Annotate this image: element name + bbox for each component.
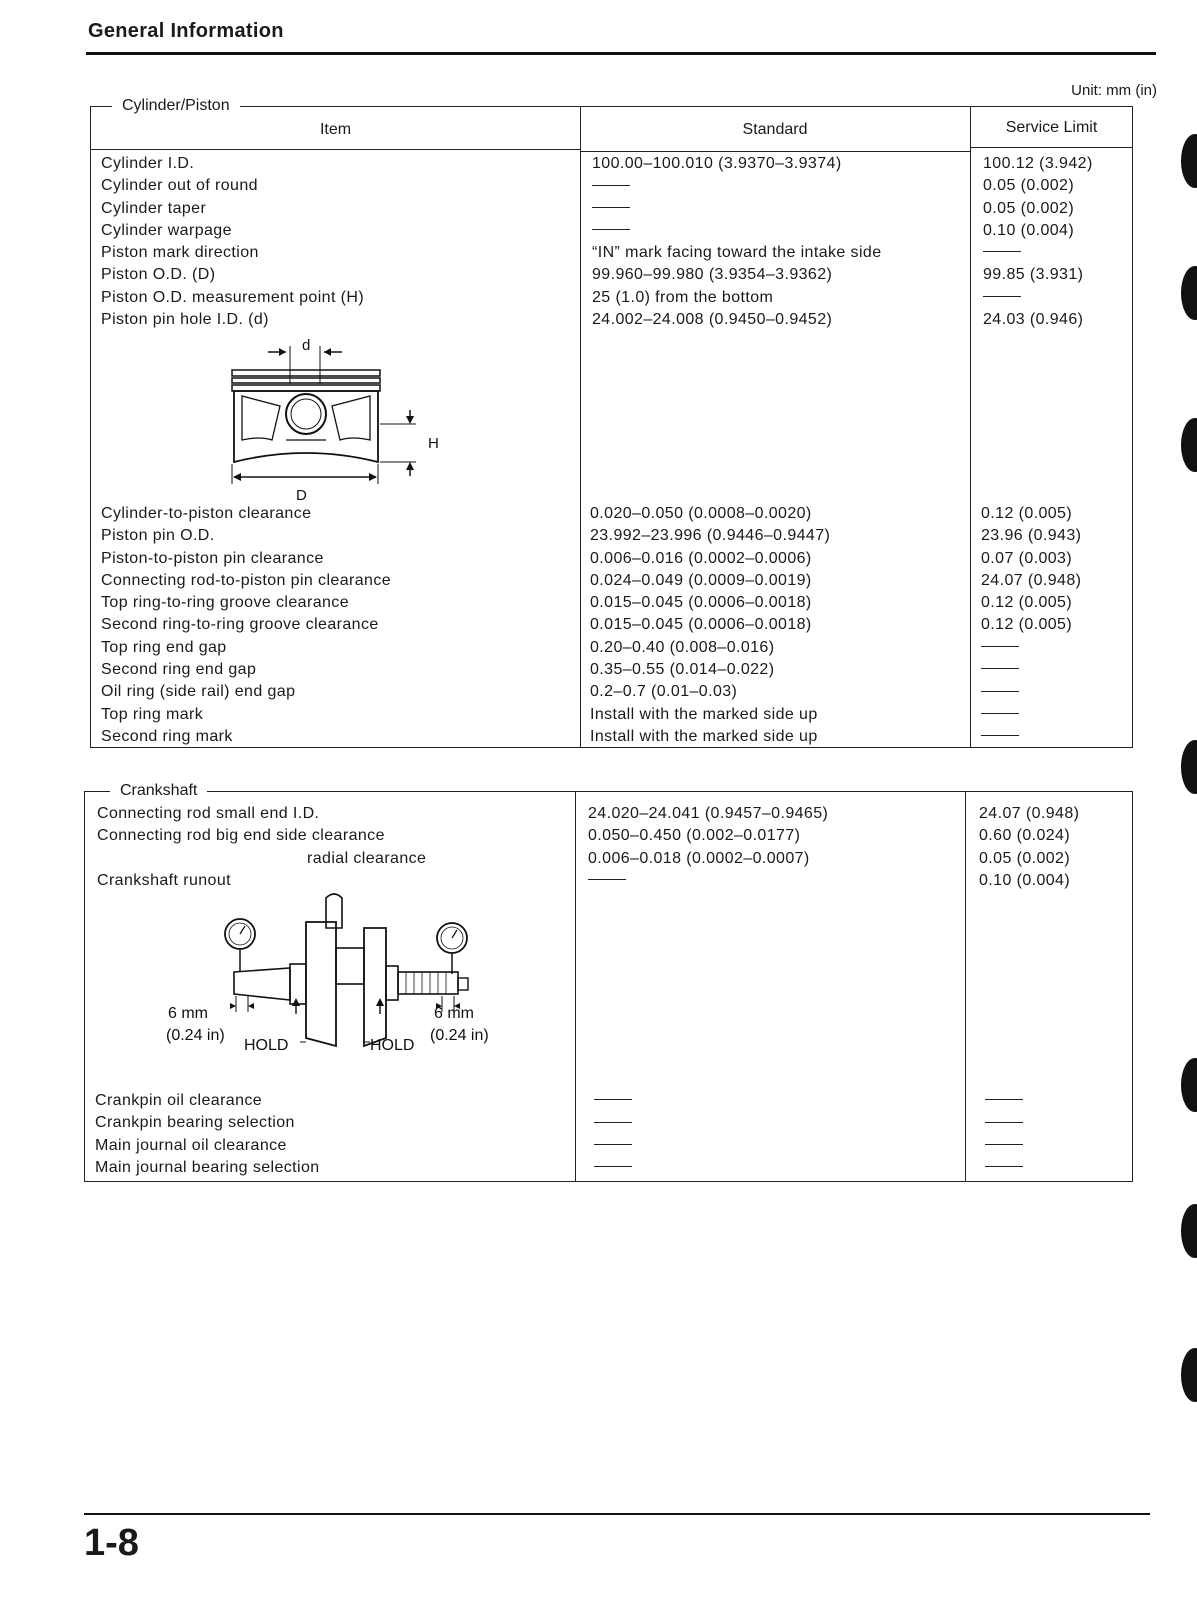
table-row: Cylinder-to-piston clearance [101, 505, 312, 522]
limit-value: 0.12 (0.005) [981, 594, 1073, 612]
standard-value: 0.020–0.050 (0.0008–0.0020) [590, 505, 812, 522]
crankshaft-items-top [97, 803, 426, 892]
standard-value: 0.024–0.049 (0.0009–0.0019) [590, 571, 812, 589]
standard-value: 23.992–23.996 (0.9446–0.9447) [590, 527, 831, 545]
limit-value [985, 1090, 1023, 1112]
crankshaft-limit-top [979, 803, 1079, 892]
diagram-label-hold-right: HOLD [370, 1037, 415, 1054]
limit-value [981, 659, 1081, 681]
page-title: General Information [88, 20, 284, 42]
standard-value: 0.20–0.40 (0.008–0.016) [590, 638, 775, 656]
limit-value [981, 726, 1081, 748]
limit-value: 24.07 (0.948) [981, 571, 1082, 589]
table-row: Connecting rod-to-piston pin clearance [101, 571, 392, 589]
limit-value [981, 681, 1081, 703]
table-row: Crankpin oil clearance [95, 1092, 263, 1109]
diagram-label-H: H [428, 435, 439, 452]
unit-note: Unit: mm (in) [1071, 82, 1157, 99]
table-row: Cylinder warpage [101, 221, 232, 239]
section-title-cylinder-piston: Cylinder/Piston [112, 97, 240, 115]
table-row: radial clearance [307, 849, 427, 867]
table-row: Connecting rod big end side clearance [97, 827, 385, 845]
cylinder-items-bottom [101, 503, 391, 748]
footer-rule [84, 1513, 1150, 1515]
cylinder-standard-top [592, 153, 882, 331]
standard-value: 24.002–24.008 (0.9450–0.9452) [592, 311, 833, 329]
section-title-crankshaft: Crankshaft [110, 782, 207, 800]
limit-value: 0.60 (0.024) [979, 827, 1071, 845]
standard-value [592, 175, 882, 197]
page-number: 1-8 [84, 1522, 139, 1564]
crankshaft-standard-bottom [594, 1090, 632, 1179]
standard-value: 99.960–99.980 (3.9354–3.9362) [592, 266, 833, 284]
limit-value: 24.03 (0.946) [983, 311, 1084, 329]
standard-value [592, 220, 882, 242]
cylinder-standard-bottom [590, 503, 830, 748]
table-row: Piston mark direction [101, 244, 259, 262]
piston-diagram [220, 336, 460, 506]
table-row: Cylinder taper [101, 199, 207, 217]
standard-value [594, 1135, 632, 1157]
limit-value: 24.07 (0.948) [979, 805, 1080, 822]
table-row: Piston pin hole I.D. (d) [101, 311, 269, 329]
standard-value: 24.020–24.041 (0.9457–0.9465) [588, 805, 829, 822]
standard-value [588, 870, 828, 892]
standard-value: “IN” mark facing toward the intake side [592, 244, 882, 262]
standard-value [594, 1090, 632, 1112]
limit-value: 0.12 (0.005) [981, 616, 1073, 634]
table-row: Main journal bearing selection [95, 1158, 320, 1176]
limit-value [983, 287, 1093, 309]
header-rule [86, 52, 1156, 55]
standard-value: 25 (1.0) from the bottom [592, 288, 774, 306]
standard-value: 0.35–0.55 (0.014–0.022) [590, 661, 775, 679]
table-row: Connecting rod small end I.D. [97, 805, 320, 822]
standard-value: Install with the marked side up [590, 705, 818, 723]
table-row: Second ring-to-ring groove clearance [101, 616, 379, 634]
standard-value: 0.050–0.450 (0.002–0.0177) [588, 827, 801, 845]
crankshaft-diagram [160, 888, 520, 1063]
table-row: Piston O.D. measurement point (H) [101, 288, 365, 306]
table-row: Cylinder out of round [101, 177, 258, 195]
thumb-tab-marker [1181, 1058, 1197, 1112]
table-row: Piston-to-piston pin clearance [101, 549, 324, 567]
diagram-label-left-mm: 6 mm [168, 1005, 208, 1022]
table-row: Main journal oil clearance [95, 1136, 287, 1154]
column-header-service-limit: Service Limit [1005, 119, 1098, 136]
table-row: Piston pin O.D. [101, 527, 215, 545]
limit-value: 0.05 (0.002) [983, 199, 1075, 217]
limit-value [983, 242, 1093, 264]
limit-value: 0.05 (0.002) [983, 177, 1075, 195]
cylinder-items-top [101, 153, 364, 331]
limit-value [981, 637, 1081, 659]
diagram-label-D: D [296, 487, 307, 504]
table-row: Top ring end gap [101, 638, 227, 656]
standard-value [594, 1112, 632, 1134]
table-row: Piston O.D. (D) [101, 266, 216, 284]
crankshaft-limit-bottom [985, 1090, 1023, 1179]
table-row: Top ring mark [101, 705, 204, 723]
standard-value: 0.006–0.016 (0.0002–0.0006) [590, 549, 812, 567]
standard-value: Install with the marked side up [590, 727, 818, 745]
limit-value: 23.96 (0.943) [981, 527, 1082, 545]
limit-value [985, 1135, 1023, 1157]
standard-value: 0.006–0.018 (0.0002–0.0007) [588, 849, 810, 867]
limit-value: 0.05 (0.002) [979, 849, 1071, 867]
thumb-tab-marker [1181, 134, 1197, 188]
table-row: Crankpin bearing selection [95, 1114, 295, 1132]
thumb-tab-marker [1181, 418, 1197, 472]
limit-value [981, 704, 1081, 726]
standard-value [594, 1157, 632, 1179]
standard-value: 0.015–0.045 (0.0006–0.0018) [590, 594, 812, 612]
limit-value: 0.07 (0.003) [981, 549, 1073, 567]
table-row: Cylinder I.D. [101, 155, 195, 172]
thumb-tab-marker [1181, 266, 1197, 320]
limit-value: 99.85 (3.931) [983, 266, 1084, 284]
limit-value: 0.10 (0.004) [983, 221, 1075, 239]
table-row: Second ring mark [101, 727, 233, 745]
standard-value [592, 198, 882, 220]
crankshaft-standard-top [588, 803, 828, 892]
diagram-label-hold-left: HOLD [244, 1037, 289, 1054]
table-row: Crankshaft runout [97, 871, 231, 889]
thumb-tab-marker [1181, 740, 1197, 794]
table-row: Top ring-to-ring groove clearance [101, 594, 349, 612]
limit-value: 100.12 (3.942) [983, 155, 1093, 172]
standard-value: 0.2–0.7 (0.01–0.03) [590, 683, 738, 701]
limit-value [985, 1157, 1023, 1179]
standard-value: 100.00–100.010 (3.9370–3.9374) [592, 155, 842, 172]
limit-value: 0.12 (0.005) [981, 505, 1073, 522]
diagram-label-d: d [302, 337, 311, 354]
thumb-tab-marker [1181, 1348, 1197, 1402]
cylinder-limit-bottom [981, 503, 1081, 748]
limit-value: 0.10 (0.004) [979, 871, 1071, 889]
thumb-tab-marker [1181, 1204, 1197, 1258]
column-header-standard: Standard [742, 121, 808, 138]
diagram-label-right-mm: 6 mm [434, 1005, 474, 1022]
cylinder-limit-top [983, 153, 1093, 331]
table-row: Oil ring (side rail) end gap [101, 683, 296, 701]
crankshaft-items-bottom [95, 1090, 320, 1179]
diagram-label-right-in: (0.24 in) [430, 1027, 489, 1044]
table-row: Second ring end gap [101, 661, 257, 679]
standard-value: 0.015–0.045 (0.0006–0.0018) [590, 616, 812, 634]
limit-value [985, 1112, 1023, 1134]
column-header-item: Item [319, 121, 352, 138]
diagram-label-left-in: (0.24 in) [166, 1027, 225, 1044]
